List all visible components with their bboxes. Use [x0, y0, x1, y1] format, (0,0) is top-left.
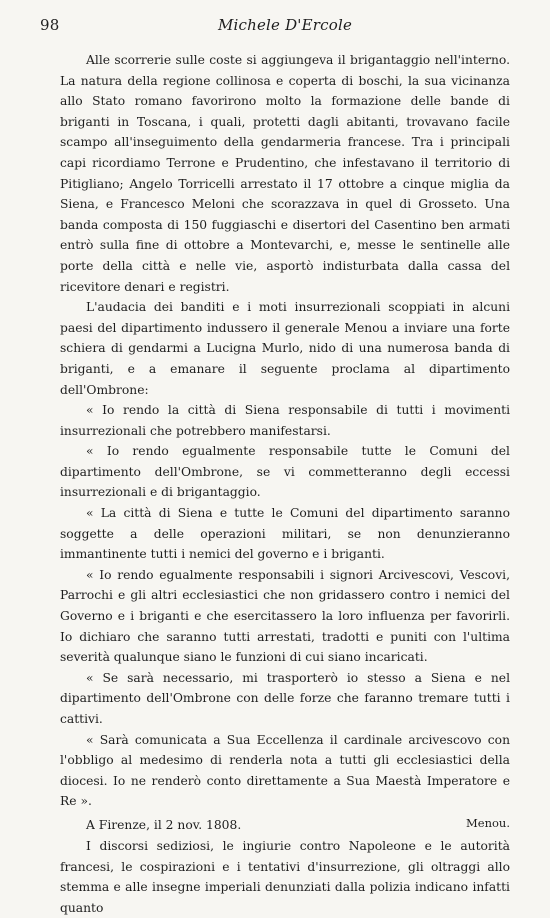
proclama-item-operazioni: « La città di Siena e tutte le Comuni del dipartimento saranno soggette a delle operazioni militari, se non denunzieranno immantinente tutti i nemici del governo e i briganti.	[60, 506, 510, 562]
paragraph-menou-proclama: L'audacia dei banditi e i moti insurrezionali scoppiati in alcuni paesi del dipartimento indussero il generale Menou a inviare una forte schiera di gendarmi a Lucigna Murlo, nido di una numerosa banda di briganti, e a emanare il seguente proclama al dipartimento dell'Ombrone:	[60, 300, 510, 397]
signature-line	[60, 815, 510, 836]
proclama-item-comuni: « Io rendo egualmente responsabile tutte le Comuni del dipartimento dell'Ombrone, se vi commetteranno degli eccessi insurrezionali e di brigantaggio.	[60, 444, 510, 500]
proclama-item-siena: « Io rendo la città di Siena responsabile di tutti i movimenti insurrezionali che potrebbero manifestarsi.	[60, 403, 510, 438]
page-number: 98	[40, 16, 60, 34]
body-text	[60, 50, 510, 918]
running-title: Michele D'Ercole	[217, 16, 353, 34]
proclama-item-trasporto: « Se sarà necessario, mi trasporterò io stesso a Siena e nel dipartimento dell'Ombrone con delle forze che faranno tremare tutti i cattivi.	[60, 670, 510, 726]
page-header	[40, 12, 510, 42]
paragraph-brigantaggio: Alle scorrerie sulle coste si aggiungeva il brigantaggio nell'interno. La natura della regione collinosa e coperta di boschi, la sua vicinanza allo Stato romano favorirono molto la formazione delle bande di briganti in Toscana, i quali, protetti dagli abitanti, trovavano facile scampo all'inseguimento della gendarmeria francese. Tra i principali capi ricordiamo Terrone e Prudentino, che infestavano il territorio di Pitigliano; Angelo Torricelli arrestato il 17 ottobre a cinque miglia da Siena, e Francesco Meloni che scorazzava in quel di Grosseto. Una banda composta di 150 fuggiaschi e disertori del Casentino ben armati entrò sulla fine di ottobre a Montevarchi, e, messe le sentinelle alle porte della città e nelle vie, asportò indisturbata dalla cassa del ricevitore denari e registri.	[60, 53, 510, 294]
proclama-item-ecclesiastici: « Io rendo egualmente responsabili i signori Arcivescovi, Vescovi, Parrochi e gli altri ecclesiastici che non gridassero contro i nemici del Governo e i briganti e che esercitassero la loro influenza per favorirli. Io dichiaro che saranno tutti arrestati, tradotti e puniti con l'ultima severità qualunque siano le funzioni di cui siano incaricati.	[60, 567, 510, 665]
paragraph-closing: I discorsi sediziosi, le ingiurie contro Napoleone e le autorità francesi, le cospirazioni e i tentativi d'insurrezione, gli oltraggi allo stemma e alle insegne imperiali denunziati dalla polizia indicano infatti quanto	[60, 838, 510, 915]
proclama-item-cardinale: « Sarà comunicata a Sua Eccellenza il cardinale arcivescovo con l'obbligo al medesimo di renderla nota a tutti gli ecclesiastici della diocesi. Io ne renderò conto direttamente a Sua Maestà Imperatore e Re ».	[60, 732, 510, 809]
signature-place-date: A Firenze, il 2 nov. 1808.	[86, 817, 242, 832]
signature-name: Menou.	[466, 815, 510, 830]
